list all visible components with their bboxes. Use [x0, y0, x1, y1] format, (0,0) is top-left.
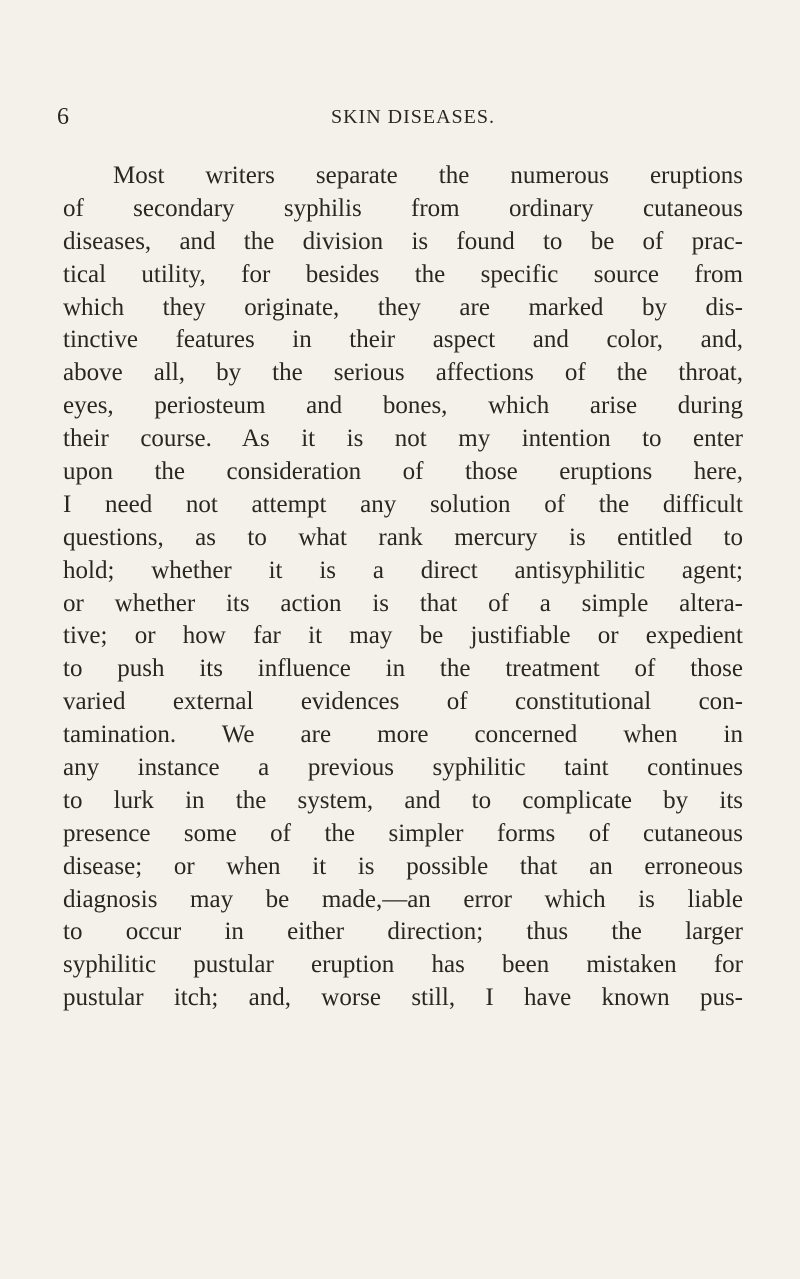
text-line: disease; or when it is possible that an erroneous [63, 852, 743, 880]
running-title: SKIN DISEASES. [330, 106, 496, 128]
text-line: tinctive features in their aspect and color, and, [63, 326, 743, 354]
text-line: upon the consideration of those eruptions here, [63, 458, 743, 486]
text-line: tical utility, for besides the specific source from [63, 260, 743, 288]
text-line: diseases, and the division is found to be of prac- [63, 227, 743, 255]
text-line: tamination. We are more concerned when in [63, 721, 743, 749]
text-line: which they originate, they are marked by dis- [63, 293, 743, 321]
text-line: hold; whether it is a direct antisyphilitic agent; [63, 556, 743, 584]
text-line: or whether its action is that of a simple altera- [63, 589, 743, 617]
text-line: their course. As it is not my intention to enter [63, 425, 743, 453]
text-line: eyes, periosteum and bones, which arise during [63, 392, 743, 420]
text-line: any instance a previous syphilitic taint continues [63, 754, 743, 782]
body-paragraph [63, 160, 743, 1015]
text-line: questions, as to what rank mercury is entitled to [63, 523, 743, 551]
text-line: I need not attempt any solution of the difficult [63, 490, 743, 518]
text-line: to lurk in the system, and to complicate by its [63, 786, 743, 814]
text-line: tive; or how far it may be justifiable or expedient [63, 622, 743, 650]
page-number: 6 [57, 104, 69, 130]
text-line: Most writers separate the numerous eruptions [113, 162, 743, 189]
text-line: to push its influence in the treatment of those [63, 655, 743, 683]
text-line: to occur in either direction; thus the larger [63, 918, 743, 946]
text-line: of secondary syphilis from ordinary cutaneous [63, 194, 743, 222]
text-line: presence some of the simpler forms of cutaneous [63, 819, 743, 847]
text-line: syphilitic pustular eruption has been mistaken for [63, 951, 743, 979]
text-line: pustular itch; and, worse still, I have known pus- [63, 984, 743, 1012]
text-line: varied external evidences of constitutional con- [63, 688, 743, 716]
text-line: above all, by the serious affections of the throat, [63, 359, 743, 387]
text-line: diagnosis may be made,—an error which is liable [63, 885, 743, 913]
